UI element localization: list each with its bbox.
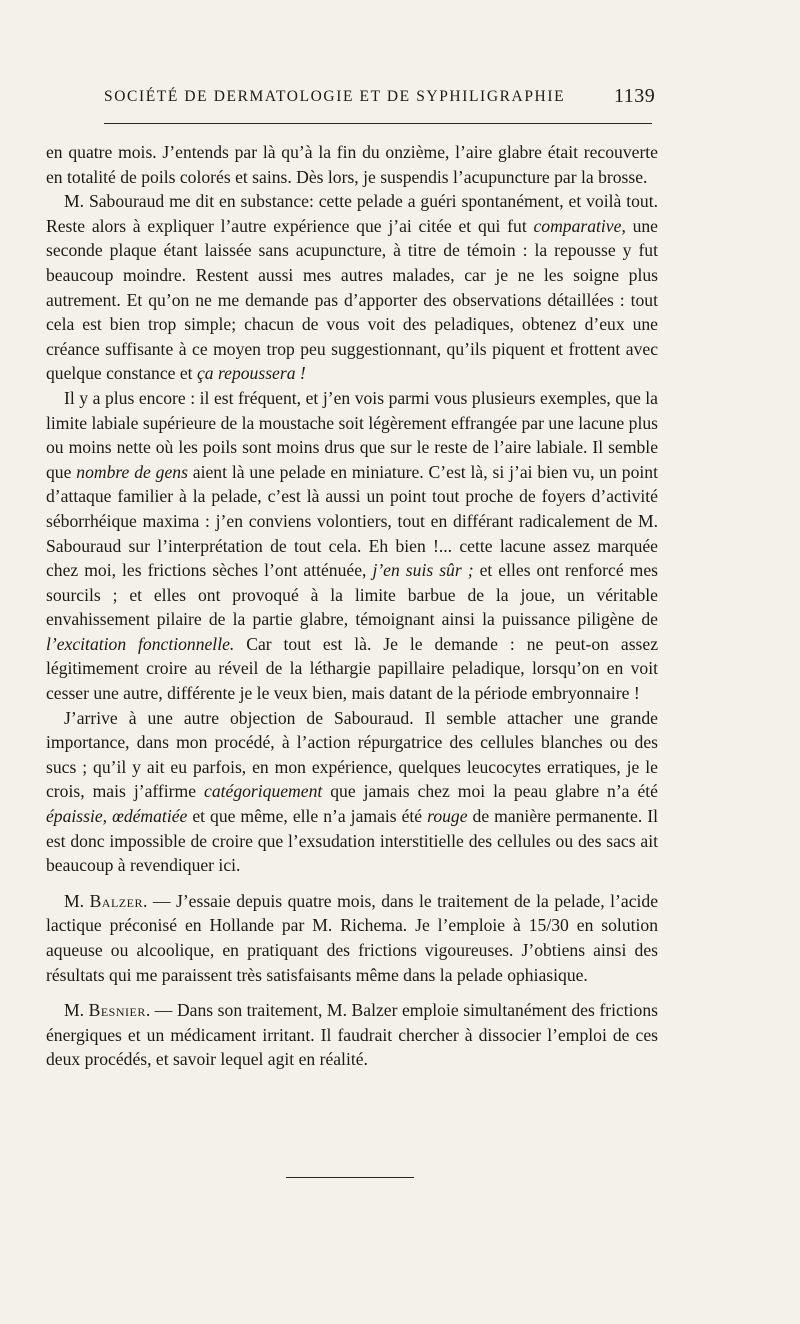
text-run: que jamais chez moi la peau glabre n’a été (322, 781, 658, 802)
text-run: , une seconde plaque étant laissée sans acupuncture, à titre de témoin : la repousse y fut beaucoup moindre. Restent aussi mes autres malades, car je ne les soigne plus autrement. Et qu’on ne me demande pas d’apporter des observations détaillées : tout cela est bien trop simple; chacun de vous voit des peladiques, obtenez d’eux une créance suffisante à ce moyen trop peu suggestionnant, qu’ils piquent et frottent avec quelque constance et (46, 215, 658, 384)
text-run: de manière permanente. Il est donc impossible de croire que l’exsudation interstitielle des cellules ou des sacs ait beaucoup à revendiquer ici. (46, 806, 659, 876)
paragraph (46, 140, 658, 189)
italic-phrase: j’en suis sûr ; (372, 560, 474, 581)
speaker-paragraph (46, 889, 658, 987)
italic-phrase: l’excitation fonctionnelle. (46, 633, 235, 654)
paragraph (46, 386, 658, 706)
text-run: M. (64, 1000, 89, 1021)
italic-phrase: rouge (427, 806, 468, 827)
text-run: . — Dans son traitement, M. Balzer emploie simultanément des frictions énergiques et un médicament irritant. Il faudrait chercher à dissocier l’emploi de ces deux procédés, et savoir lequel agit en réalité. (46, 1000, 658, 1070)
text-run: en quatre mois. J’entends par là qu’à la fin du onzième, l’aire glabre était recouverte en totalité de poils colorés et sains. Dès lors, je suspendis l’acupuncture par la brosse. (46, 142, 658, 187)
running-head (0, 85, 800, 112)
text-run: et que même, elle n’a jamais été (187, 806, 428, 827)
section-end-rule (286, 1177, 414, 1178)
speaker-name: Besnier (88, 1000, 146, 1021)
body-text (46, 140, 658, 1072)
paragraph (46, 189, 658, 386)
text-run: aient là une pelade en miniature. C’est là, si j’ai bien vu, un point d’attaque familier à la pelade, c’est là aussi un point tout proche de foyers d’activité séborrhéique maxima : j’en conviens volontiers, tout en différant radicalement de M. Sabouraud sur l’interprétation de tout cela. Eh bien !... cette lacune assez marquée chez moi, les frictions sèches l’ont atténuée, (46, 461, 658, 581)
speaker-name: Balzer (89, 890, 143, 911)
text-run: Il y a plus encore : il est fréquent, et j’en vois parmi vous plusieurs exemples, que la limite labiale supérieure de la moustache soit légèrement effrangée par une lacune plus ou moins nette où les poils sont moins drus que sur le reste de l’aire labiale. Il semble que (46, 387, 658, 482)
text-run: J’arrive à une autre objection de Sabouraud. Il semble attacher une grande importance, dans mon procédé, à l’action répurgatrice des cellules blanches ou des sucs ; qu’il y ait eu parfois, en mon expérience, quelques leucocytes erratiques, je le crois, mais j’affirme (46, 707, 658, 802)
italic-phrase: ça repoussera ! (196, 363, 306, 384)
speaker-paragraph (46, 998, 658, 1072)
paragraph (46, 706, 658, 878)
text-run: M. (64, 890, 90, 911)
text-run: M. Sabouraud me dit en substance: cette pelade a guéri spontanément, et voilà tout. Reste alors à expliquer l’autre expérience que j’ai citée et qui fut (46, 191, 658, 236)
running-title: SOCIÉTÉ DE DERMATOLOGIE ET DE SYPHILIGRAPHIE (104, 88, 566, 105)
text-run: . — J’essaie depuis quatre mois, dans le traitement de la pelade, l’acide lactique préconisé en Hollande par M. Richema. Je l’emploie à 15/30 en solution aqueuse ou alcoolique, en pratiquant des frictions vigoureuses. J’obtiens ainsi des résultats qui me paraissent très satisfaisants même dans la pelade ophiasique. (46, 890, 658, 985)
italic-phrase: catégoriquement (204, 781, 323, 802)
page-number: 1139 (614, 85, 656, 107)
text-run: et elles ont renforcé mes sourcils ; et elles ont provoqué à la limite barbue de la joue, un véritable envahissement pilaire de la partie glabre, témoignant ainsi la puissance piligène de (46, 560, 659, 630)
header-rule (104, 123, 652, 124)
italic-phrase: comparative (533, 215, 622, 236)
italic-phrase: épaissie, œdématiée (46, 806, 188, 827)
text-run: Car tout est là. Je le demande : ne peut-on assez légitimement croire au réveil de la léthargie papillaire peladique, lorsqu’on en voit cesser une autre, différente je le veux bien, mais datant de la période embryonnaire ! (46, 633, 659, 704)
italic-phrase: nombre de gens (76, 461, 188, 482)
